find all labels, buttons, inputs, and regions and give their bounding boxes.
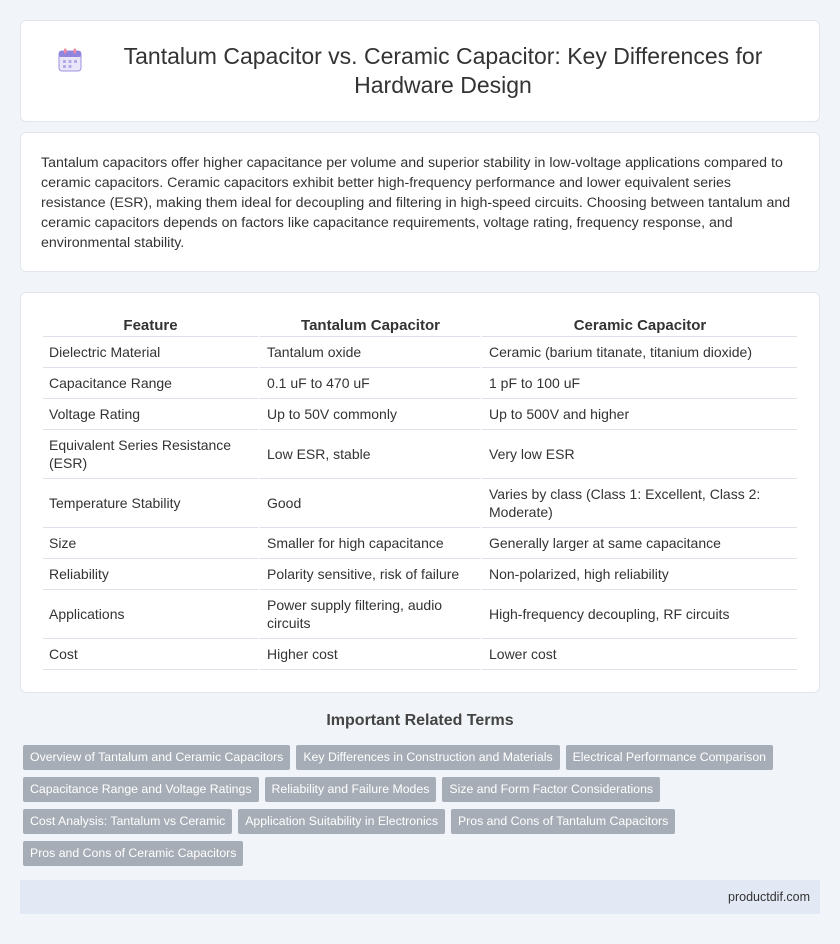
header-ceramic: Ceramic Capacitor [480,315,797,337]
table-cell-ceramic: Non-polarized, high reliability [480,559,797,590]
table-row [43,337,797,368]
table-cell-feature: Capacitance Range [43,368,258,399]
table-cell-tantalum: Good [258,479,480,528]
table-cell-tantalum: Higher cost [258,639,480,670]
table-cell-feature: Applications [43,590,258,639]
title-card [20,20,820,122]
table-row [43,430,797,479]
table-cell-tantalum: Tantalum oxide [258,337,480,368]
table-row [43,368,797,399]
comparison-table [43,315,797,670]
table-row [43,528,797,559]
table-header-row [43,315,797,337]
table-cell-ceramic: 1 pF to 100 uF [480,368,797,399]
table-cell-feature: Cost [43,639,258,670]
table-cell-ceramic: Very low ESR [480,430,797,479]
table-cell-ceramic: Ceramic (barium titanate, titanium dioxide) [480,337,797,368]
table-cell-feature: Size [43,528,258,559]
table-row [43,590,797,639]
header-feature: Feature [43,315,258,337]
related-terms-list [23,745,823,873]
footer-bar [20,880,820,914]
table-cell-feature: Equivalent Series Resistance (ESR) [43,430,258,479]
footer-site-link[interactable]: productdif.com [728,890,810,904]
related-term-tag[interactable]: Pros and Cons of Ceramic Capacitors [23,841,243,866]
table-cell-ceramic: Varies by class (Class 1: Excellent, Class 2: Moderate) [480,479,797,528]
page-title: Tantalum Capacitor vs. Ceramic Capacitor: Key Differences for Hardware Design [123,43,763,98]
table-cell-ceramic: Lower cost [480,639,797,670]
table-cell-feature: Temperature Stability [43,479,258,528]
table-cell-tantalum: Polarity sensitive, risk of failure [258,559,480,590]
summary-paragraph: Tantalum capacitors offer higher capacitance per volume and superior stability in low-voltage applications compared to ceramic capacitors. Ceramic capacitors exhibit better high-frequency performance and lower equivalent series resistance (ESR), making them ideal for decoupling and filtering in high-speed circuits. Choosing between tantalum and ceramic capacitors depends on factors like capacitance requirements, voltage rating, frequency response, and environmental stability. [41,155,791,251]
comparison-table-card [20,292,820,693]
table-cell-tantalum: Smaller for high capacitance [258,528,480,559]
related-term-tag[interactable]: Size and Form Factor Considerations [442,777,660,802]
table-cell-feature: Dielectric Material [43,337,258,368]
header-tantalum: Tantalum Capacitor [258,315,480,337]
calendar-icon [57,47,83,73]
table-cell-tantalum: 0.1 uF to 470 uF [258,368,480,399]
related-term-tag[interactable]: Capacitance Range and Voltage Ratings [23,777,259,802]
table-cell-feature: Reliability [43,559,258,590]
table-cell-ceramic: Up to 500V and higher [480,399,797,430]
table-cell-ceramic: Generally larger at same capacitance [480,528,797,559]
related-term-tag[interactable]: Application Suitability in Electronics [238,809,445,834]
table-row [43,399,797,430]
related-term-tag[interactable]: Pros and Cons of Tantalum Capacitors [451,809,675,834]
table-cell-tantalum: Up to 50V commonly [258,399,480,430]
related-term-tag[interactable]: Cost Analysis: Tantalum vs Ceramic [23,809,232,834]
table-row [43,639,797,670]
table-cell-feature: Voltage Rating [43,399,258,430]
table-cell-tantalum: Power supply filtering, audio circuits [258,590,480,639]
summary-card [20,132,820,272]
related-term-tag[interactable]: Reliability and Failure Modes [265,777,437,802]
title-wrap [57,42,783,100]
table-cell-tantalum: Low ESR, stable [258,430,480,479]
related-term-tag[interactable]: Key Differences in Construction and Materials [296,745,559,770]
related-term-tag[interactable]: Overview of Tantalum and Ceramic Capacitors [23,745,290,770]
table-cell-ceramic: High-frequency decoupling, RF circuits [480,590,797,639]
related-terms-title: Important Related Terms [326,712,514,729]
related-term-tag[interactable]: Electrical Performance Comparison [566,745,773,770]
table-row [43,479,797,528]
table-row [43,559,797,590]
